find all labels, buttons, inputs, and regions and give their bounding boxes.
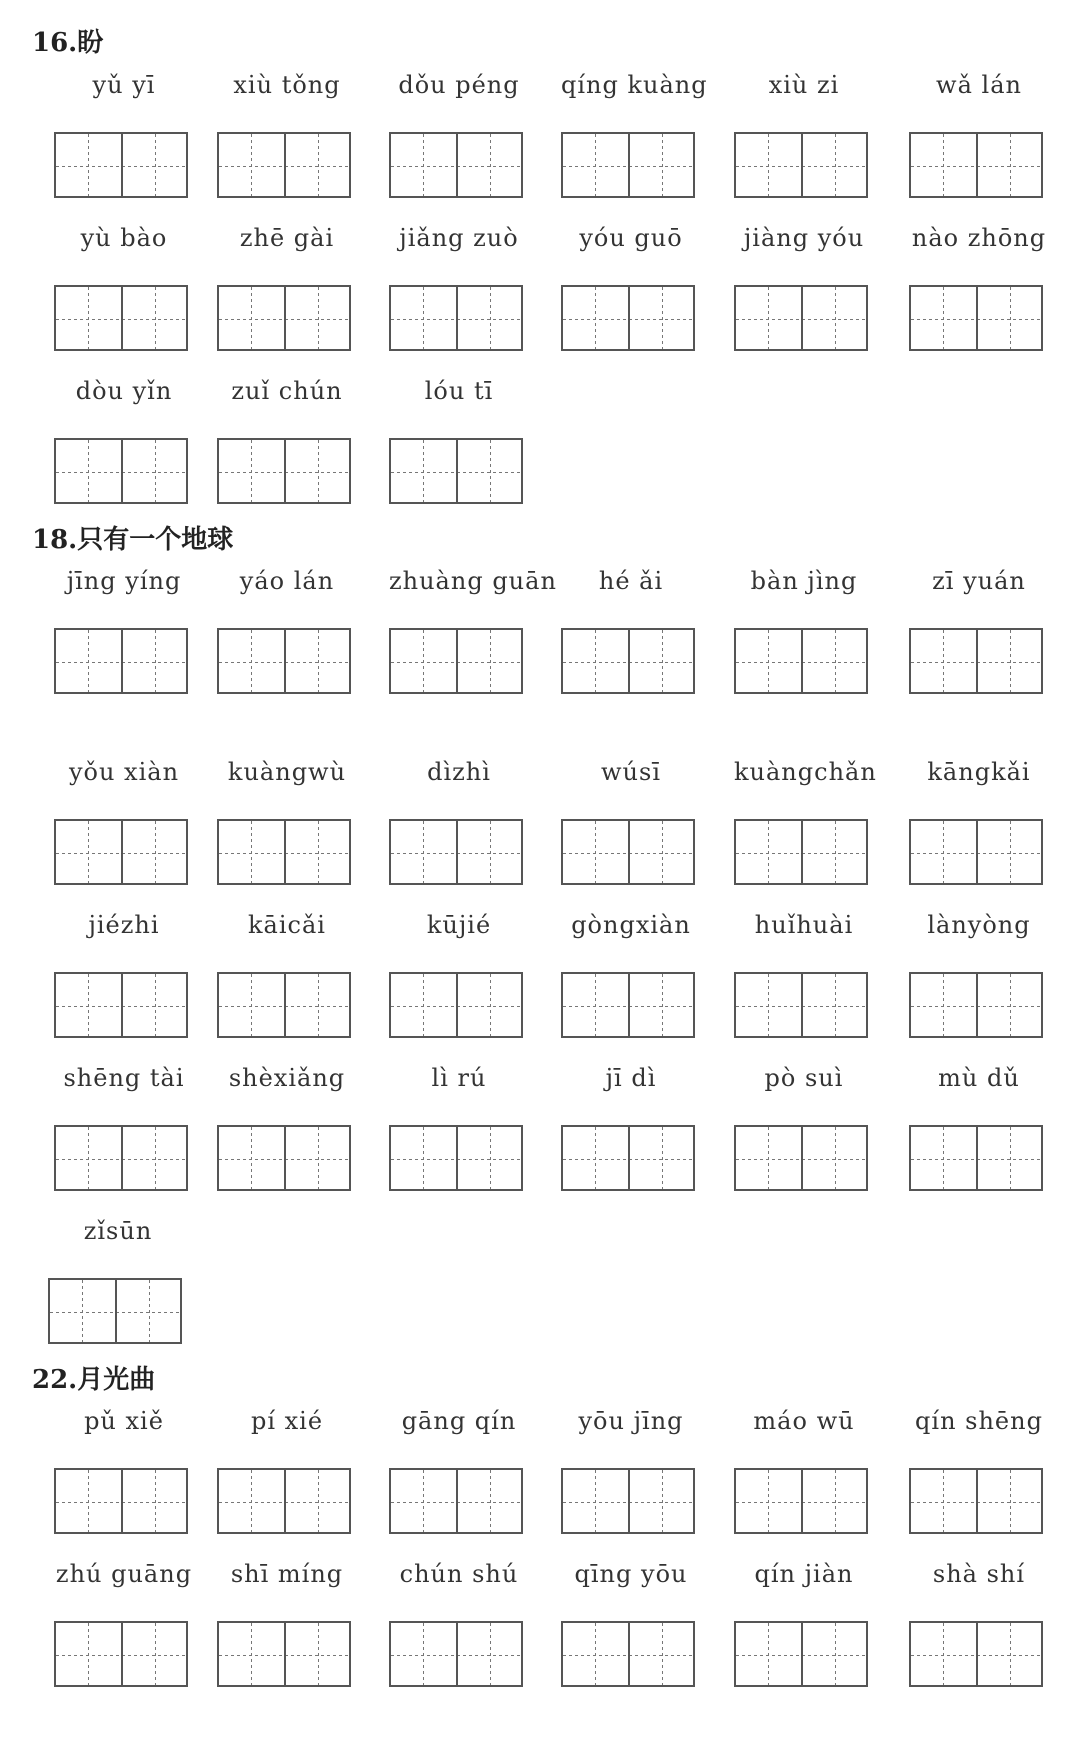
writing-grid[interactable]	[217, 628, 351, 694]
word-item	[54, 1063, 194, 1093]
pinyin-label: zhú guāng	[55, 1560, 193, 1588]
pinyin-label: huǐhuài	[754, 911, 854, 939]
pinyin-label: jiǎng zuò	[399, 224, 519, 252]
writing-grid[interactable]	[54, 819, 188, 885]
writing-grid[interactable]	[389, 285, 523, 351]
word-item	[389, 1063, 529, 1093]
word-item	[909, 70, 1049, 100]
writing-grid[interactable]	[389, 1125, 523, 1191]
writing-grid[interactable]	[54, 285, 188, 351]
writing-grid[interactable]	[734, 1125, 868, 1191]
writing-grid[interactable]	[561, 1125, 695, 1191]
pinyin-label: gòngxiàn	[571, 911, 691, 939]
word-item	[389, 223, 529, 253]
pinyin-label: pò suì	[764, 1064, 844, 1092]
writing-grid[interactable]	[734, 1468, 868, 1534]
writing-grid[interactable]	[217, 438, 351, 504]
word-item	[389, 1406, 529, 1436]
writing-grid[interactable]	[561, 628, 695, 694]
pinyin-label: zuǐ chún	[231, 377, 343, 405]
word-item	[217, 910, 357, 940]
pinyin-label: qín shēng	[915, 1407, 1043, 1435]
pinyin-label: jiézhi	[88, 911, 160, 939]
writing-grid[interactable]	[561, 972, 695, 1038]
pinyin-label: qīng yōu	[574, 1560, 688, 1588]
writing-grid[interactable]	[217, 1621, 351, 1687]
writing-grid[interactable]	[217, 1125, 351, 1191]
pinyin-label: jiàng yóu	[743, 224, 865, 252]
word-item	[389, 1559, 529, 1589]
word-item	[561, 1406, 701, 1436]
pinyin-label: yáo lán	[239, 567, 335, 595]
word-item	[561, 1063, 701, 1093]
writing-grid[interactable]	[734, 132, 868, 198]
word-item	[909, 1559, 1049, 1589]
pinyin-label: hé ǎi	[598, 567, 664, 595]
writing-grid[interactable]	[54, 628, 188, 694]
writing-grid[interactable]	[561, 1621, 695, 1687]
word-item	[48, 1216, 188, 1246]
pinyin-label: pǔ xiě	[84, 1407, 164, 1435]
writing-grid[interactable]	[909, 1621, 1043, 1687]
word-item	[54, 1559, 194, 1589]
word-item	[54, 376, 194, 406]
writing-grid[interactable]	[217, 132, 351, 198]
word-item	[54, 1406, 194, 1436]
pinyin-label: yóu guō	[579, 224, 683, 252]
writing-grid[interactable]	[734, 1621, 868, 1687]
word-item	[561, 223, 701, 253]
word-item	[561, 566, 701, 596]
pinyin-label: kuàngwù	[227, 758, 347, 786]
word-item	[389, 376, 529, 406]
word-item	[734, 1406, 874, 1436]
pinyin-label: zhē gài	[239, 224, 335, 252]
pinyin-label: jī dì	[605, 1064, 657, 1092]
pinyin-label: zhuàng guān	[389, 567, 557, 595]
word-item	[54, 910, 194, 940]
word-item	[734, 223, 874, 253]
writing-grid[interactable]	[389, 972, 523, 1038]
pinyin-label: lì rú	[431, 1064, 487, 1092]
pinyin-label: lóu tī	[424, 377, 494, 405]
word-item	[734, 1063, 874, 1093]
pinyin-label: qín jiàn	[754, 1560, 854, 1588]
writing-grid[interactable]	[48, 1278, 182, 1344]
writing-grid[interactable]	[734, 972, 868, 1038]
word-item	[217, 757, 357, 787]
word-item	[217, 566, 357, 596]
pinyin-label: chún shú	[399, 1560, 519, 1588]
writing-grid[interactable]	[217, 972, 351, 1038]
word-item	[561, 910, 701, 940]
writing-grid[interactable]	[54, 1468, 188, 1534]
writing-grid[interactable]	[389, 438, 523, 504]
word-item	[561, 757, 701, 787]
writing-grid[interactable]	[909, 285, 1043, 351]
writing-grid[interactable]	[561, 819, 695, 885]
writing-grid[interactable]	[389, 1621, 523, 1687]
word-item	[909, 566, 1049, 596]
writing-grid[interactable]	[54, 1125, 188, 1191]
writing-grid[interactable]	[561, 132, 695, 198]
word-item	[734, 757, 877, 787]
word-item	[909, 910, 1049, 940]
pinyin-label: nào zhōng	[911, 224, 1047, 252]
word-item	[217, 1406, 357, 1436]
pinyin-label: zī yuán	[932, 567, 1026, 595]
word-item	[54, 757, 194, 787]
writing-grid[interactable]	[389, 1468, 523, 1534]
pinyin-label: yōu jīng	[578, 1407, 684, 1435]
writing-grid[interactable]	[389, 132, 523, 198]
pinyin-label: zǐsūn	[83, 1217, 153, 1245]
writing-grid[interactable]	[909, 819, 1043, 885]
writing-grid[interactable]	[561, 285, 695, 351]
word-item	[217, 376, 357, 406]
pinyin-label: qíng kuàng	[561, 71, 708, 99]
writing-grid[interactable]	[54, 1621, 188, 1687]
pinyin-label: dǒu péng	[398, 71, 520, 99]
word-item	[909, 1406, 1049, 1436]
writing-grid[interactable]	[734, 819, 868, 885]
writing-grid[interactable]	[734, 628, 868, 694]
word-item	[54, 70, 194, 100]
word-item	[734, 910, 874, 940]
word-item	[734, 70, 874, 100]
writing-grid[interactable]	[217, 1468, 351, 1534]
pinyin-label: kāngkǎi	[927, 758, 1031, 786]
word-item	[217, 1063, 357, 1093]
pinyin-label: shēng tài	[63, 1064, 185, 1092]
pinyin-label: yǒu xiàn	[68, 758, 180, 786]
writing-grid[interactable]	[217, 285, 351, 351]
section-title: 18.只有一个地球	[32, 525, 234, 555]
word-item	[734, 566, 874, 596]
pinyin-label: xiù tǒng	[233, 71, 341, 99]
writing-grid[interactable]	[54, 972, 188, 1038]
section-title: 16.盼	[32, 28, 104, 58]
writing-grid[interactable]	[734, 285, 868, 351]
pinyin-label: jīng yíng	[66, 567, 182, 595]
word-item	[561, 1559, 701, 1589]
pinyin-label: shèxiǎng	[228, 1064, 346, 1092]
pinyin-label: shà shí	[932, 1560, 1026, 1588]
word-item	[217, 70, 357, 100]
word-item	[561, 70, 708, 100]
word-item	[389, 757, 529, 787]
word-item	[389, 566, 557, 596]
word-item	[734, 1559, 874, 1589]
pinyin-label: kuàngchǎn	[734, 758, 877, 786]
pinyin-label: xiù zi	[768, 71, 840, 99]
word-item	[909, 1063, 1049, 1093]
writing-grid[interactable]	[54, 132, 188, 198]
word-item	[54, 566, 194, 596]
writing-grid[interactable]	[909, 1468, 1043, 1534]
pinyin-label: wǎ lán	[936, 71, 1022, 99]
pinyin-label: kūjié	[426, 911, 492, 939]
pinyin-label: lànyòng	[927, 911, 1031, 939]
word-item	[54, 223, 194, 253]
writing-grid[interactable]	[909, 132, 1043, 198]
writing-grid[interactable]	[217, 819, 351, 885]
pinyin-label: gāng qín	[401, 1407, 517, 1435]
writing-grid[interactable]	[389, 628, 523, 694]
writing-grid[interactable]	[389, 819, 523, 885]
word-item	[217, 223, 357, 253]
pinyin-label: yù bào	[80, 224, 168, 252]
pinyin-label: wúsī	[601, 758, 661, 786]
writing-grid[interactable]	[54, 438, 188, 504]
word-item	[389, 70, 529, 100]
word-item	[909, 223, 1049, 253]
pinyin-label: yǔ yī	[92, 71, 156, 99]
pinyin-label: pí xié	[250, 1407, 324, 1435]
pinyin-label: máo wū	[753, 1407, 855, 1435]
word-item	[217, 1559, 357, 1589]
pinyin-label: dìzhì	[427, 758, 491, 786]
writing-grid[interactable]	[909, 972, 1043, 1038]
writing-grid[interactable]	[909, 1125, 1043, 1191]
pinyin-label: mù dǔ	[938, 1064, 1020, 1092]
word-item	[909, 757, 1049, 787]
pinyin-label: kāicǎi	[248, 911, 326, 939]
pinyin-label: shī míng	[230, 1560, 344, 1588]
pinyin-label: dòu yǐn	[75, 377, 173, 405]
writing-grid[interactable]	[909, 628, 1043, 694]
writing-grid[interactable]	[561, 1468, 695, 1534]
pinyin-label: bàn jìng	[750, 567, 858, 595]
section-title: 22.月光曲	[32, 1365, 156, 1395]
word-item	[389, 910, 529, 940]
